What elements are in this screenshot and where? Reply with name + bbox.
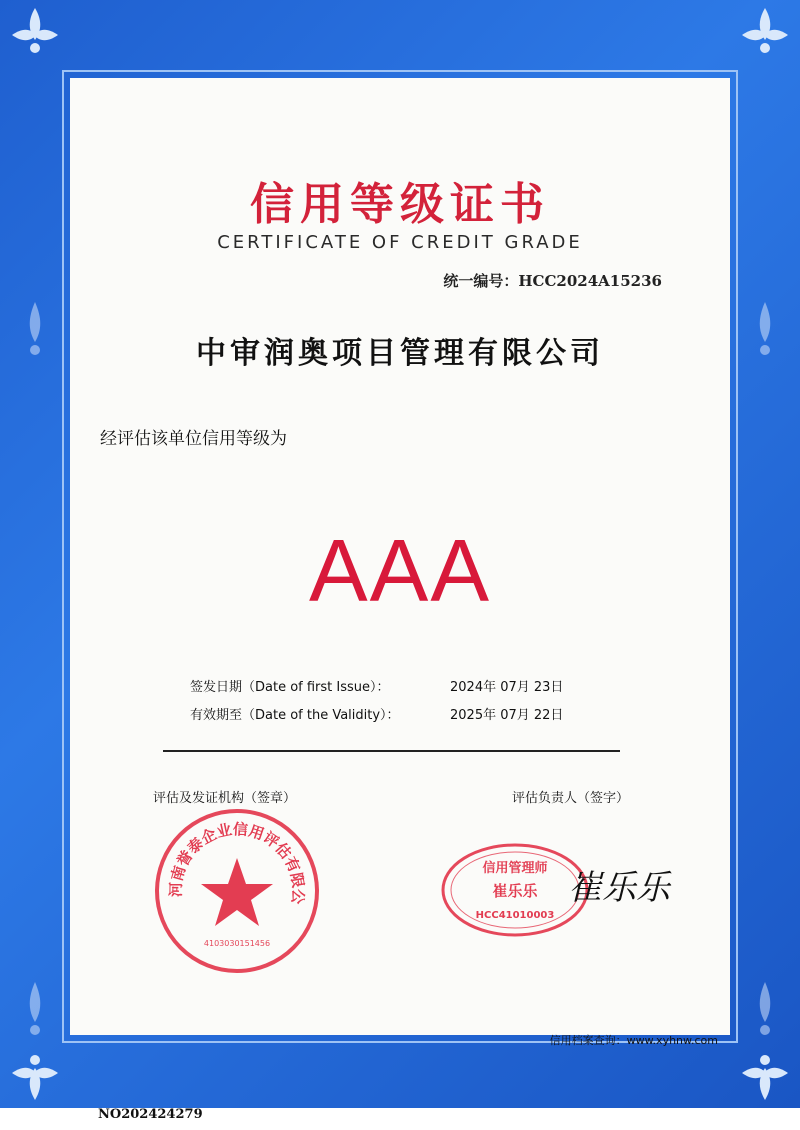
handwritten-signature: 崔乐乐: [568, 868, 670, 908]
certificate-number-value: HCC2024A15236: [518, 272, 662, 290]
issuer-label: 评估及发证机构（签章）: [153, 791, 297, 806]
issuer-seal: [152, 806, 322, 976]
certificate-title-cn: 信用等级证书: [250, 179, 550, 230]
fleur-ornament-icon: [20, 980, 50, 1040]
assessor-label: 评估负责人（签字）: [512, 791, 630, 806]
fleur-ornament-icon: [730, 0, 800, 70]
serial-number: NO202424279: [98, 1107, 203, 1122]
star-icon: [201, 858, 273, 926]
issuer-seal-text: 河南誉泰企业信用评估有限公: [166, 820, 308, 905]
assessor-seal-code: HCC41010003: [475, 910, 555, 921]
validity-date-row: [190, 704, 563, 723]
certificate-number-label: 统一编号：: [443, 272, 519, 290]
issue-date-label: 签发日期（Date of first Issue）：: [190, 680, 390, 695]
assessor-seal-name: 崔乐乐: [492, 882, 538, 900]
issue-date-value: 2024年 07月 23日: [450, 680, 564, 695]
company-name: 中审润奥项目管理有限公司: [196, 336, 604, 371]
fleur-ornament-icon: [0, 1038, 70, 1108]
credit-query-text: 信用档案查询：www.xyhnw.com: [549, 1034, 718, 1047]
assessor-seal-title: 信用管理师: [482, 861, 548, 876]
credit-grade: AAA: [308, 521, 492, 620]
assessment-text: 经评估该单位信用等级为: [100, 429, 287, 449]
fleur-ornament-icon: [750, 980, 780, 1040]
issue-date-row: [190, 676, 563, 695]
issuer-seal-code: 4103030151456: [203, 939, 271, 948]
certificate-number: [443, 270, 662, 291]
certificate-title-en: CERTIFICATE OF CREDIT GRADE: [217, 232, 583, 253]
fleur-ornament-icon: [0, 0, 70, 70]
fleur-ornament-icon: [730, 1038, 800, 1108]
validity-date-value: 2025年 07月 22日: [450, 708, 564, 723]
signature-divider: [163, 750, 620, 752]
validity-date-label: 有效期至（Date of the Validity）：: [190, 708, 400, 723]
